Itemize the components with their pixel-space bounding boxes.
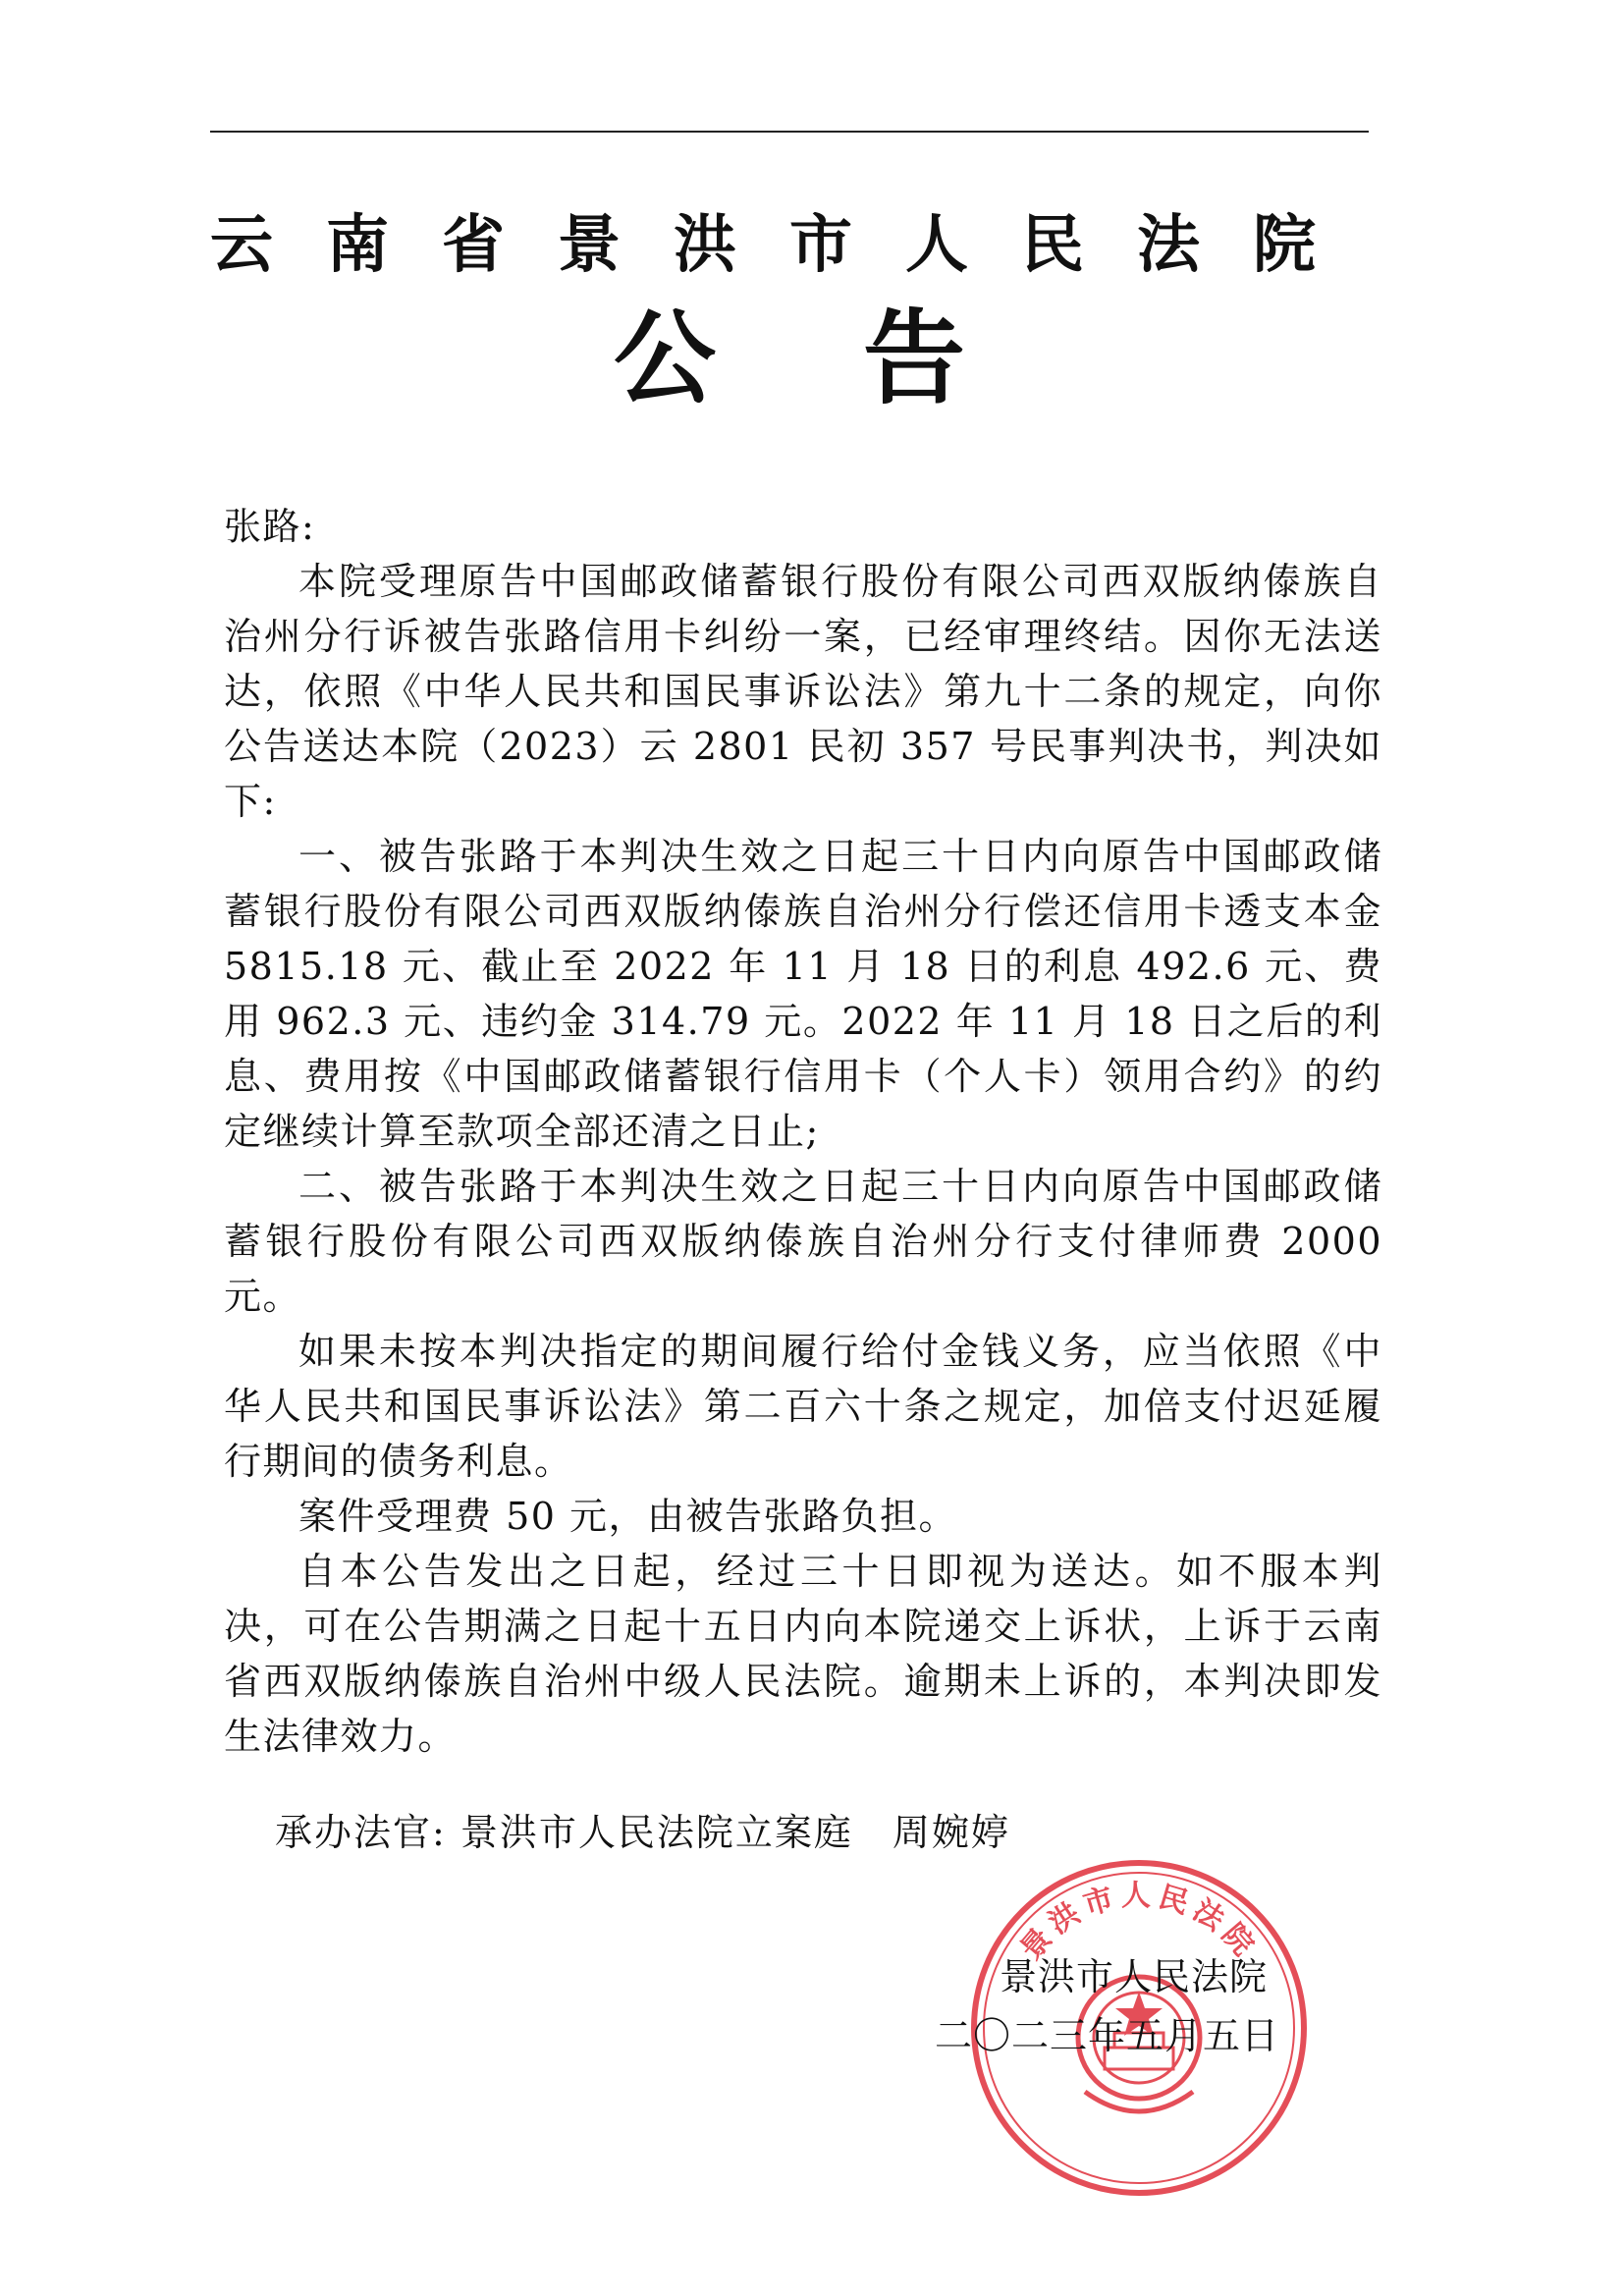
document-title: 公告 — [613, 298, 1112, 418]
judge-label: 承办法官: — [275, 1811, 447, 1854]
judge-department: 景洪市人民法院立案庭 — [460, 1811, 853, 1854]
paragraph-penalty: 如果未按本判决指定的期间履行给付金钱义务，应当依照《中华人民共和国民事诉讼法》第二百六十条之规定，加倍支付迟延履行期间的债务利息。 — [224, 1330, 1382, 1483]
paragraph-judgment-1: 一、被告张路于本判决生效之日起三十日内向原告中国邮政储蓄银行股份有限公司西双版纳傣族自治州分行偿还信用卡透支本金 5815.18 元、截止至 2022 年 11 月 18 日的利息 492.6 元、费用 962.3 元、违约金 314.79 元。2022 年 11 月 18 日之后的利息、费用按《中国邮政储蓄银行信用卡（个人卡）领用合约》的约定继续计算至款项全部还清之日止; — [224, 835, 1382, 1153]
judge-name: 周婉婷 — [892, 1811, 1010, 1854]
paragraph-fee: 案件受理费 50 元，由被告张路负担。 — [298, 1495, 958, 1538]
seal-text: 景洪市人民法院 — [1013, 1879, 1265, 1967]
paragraph-appeal: 自本公告发出之日起，经过三十日即视为送达。如不服本判决，可在公告期满之日起十五日内向本院递交上诉状，上诉于云南省西双版纳傣族自治州中级人民法院。逾期未上诉的，本判决即发生法律效力。 — [224, 1550, 1382, 1758]
signature-court: 景洪市人民法院 — [1000, 1955, 1269, 1998]
court-name: 云南省景洪市人民法院 — [210, 208, 1369, 282]
signature-date: 二〇二三年五月五日 — [935, 2014, 1280, 2057]
addressee: 张路: — [224, 505, 316, 548]
paragraph-judgment-2: 二、被告张路于本判决生效之日起三十日内向原告中国邮政储蓄银行股份有限公司西双版纳傣族自治州分行支付律师费 2000 元。 — [224, 1165, 1382, 1318]
notice-body — [224, 499, 1382, 1764]
judge-line — [275, 1805, 1010, 1860]
paragraph-intro: 本院受理原告中国邮政储蓄银行股份有限公司西双版纳傣族自治州分行诉被告张路信用卡纠纷一案，已经审理终结。因你无法送达，依照《中华人民共和国民事诉讼法》第九十二条的规定，向你公告送达本院（2023）云 2801 民初 357 号民事判决书，判决如下: — [224, 560, 1382, 823]
header-rule — [210, 131, 1369, 133]
